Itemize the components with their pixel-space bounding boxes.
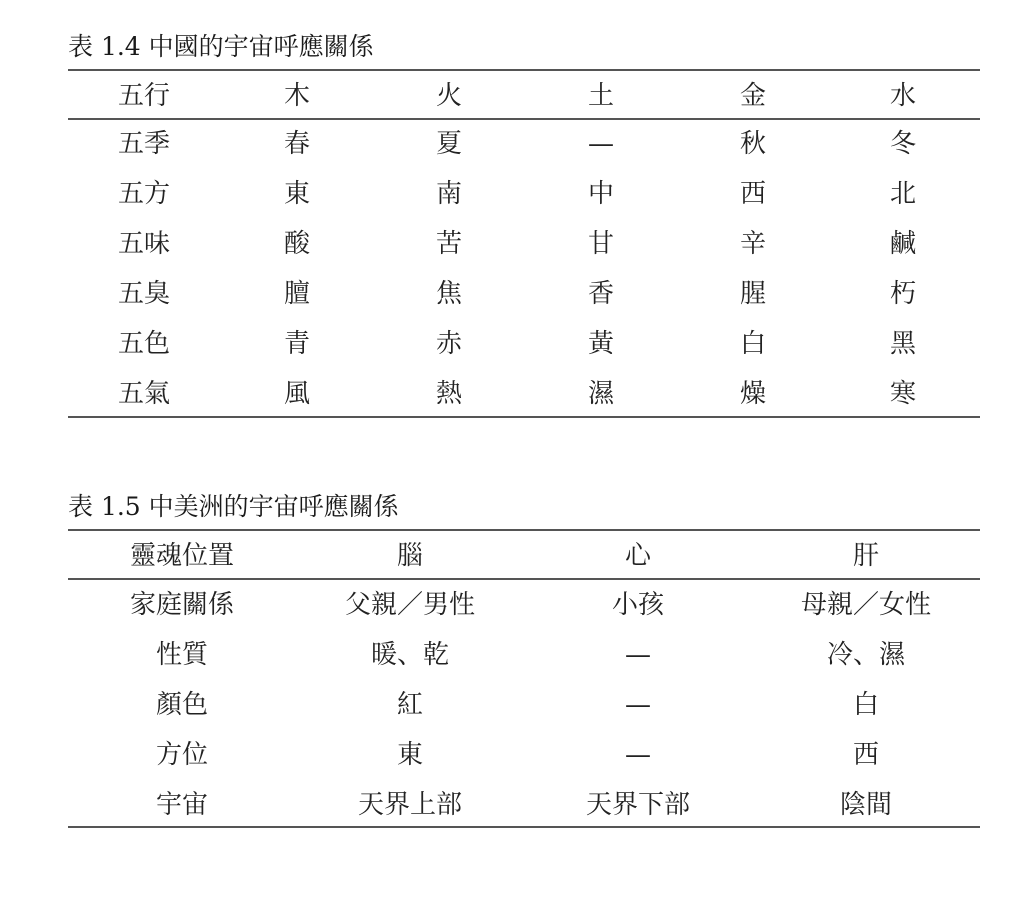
table-cell: 熱 [435, 379, 463, 409]
table-cell: 西 [739, 179, 767, 209]
header-cell: 火 [435, 81, 463, 111]
table-cell: — [625, 690, 651, 720]
table-1-4-top-rule [68, 69, 980, 71]
table-cell: 暖、乾 [370, 640, 450, 670]
row-label-cell: 五味 [117, 229, 171, 259]
table-cell: 東 [396, 740, 424, 770]
table-cell: 西 [852, 740, 880, 770]
header-cell: 水 [889, 81, 917, 111]
table-cell: 苦 [435, 229, 463, 259]
header-cell: 土 [587, 81, 615, 111]
table-cell: 焦 [435, 279, 463, 309]
table-cell: 東 [283, 179, 311, 209]
row-label-cell: 方位 [155, 740, 209, 770]
header-label-cell: 靈魂位置 [129, 541, 235, 571]
table-cell: 陰間 [839, 790, 893, 820]
table-cell: 甘 [587, 229, 615, 259]
table-cell: 膻 [283, 279, 311, 309]
row-label-cell: 五臭 [117, 279, 171, 309]
table-cell: 夏 [435, 129, 463, 159]
table-1-4-bottom-rule [68, 416, 980, 418]
table-cell: 腥 [739, 279, 767, 309]
header-label-cell: 五行 [117, 81, 171, 111]
table-cell: 鹹 [889, 229, 917, 259]
table-cell: — [588, 129, 614, 159]
table-cell: 冷、濕 [826, 640, 906, 670]
table-cell: 北 [889, 179, 917, 209]
table-1-4-header-rule [68, 118, 980, 120]
table-1-5-header-rule [68, 578, 980, 580]
table-1-4-caption: 表 1.4 中國的宇宙呼應關係 [68, 32, 374, 61]
row-label-cell: 五氣 [117, 379, 171, 409]
row-label-cell: 五色 [117, 329, 171, 359]
header-cell: 心 [624, 541, 652, 571]
table-1-5-caption: 表 1.5 中美洲的宇宙呼應關係 [68, 492, 399, 521]
table-cell: 朽 [889, 279, 917, 309]
table-cell: 母親／女性 [800, 590, 932, 620]
table-cell: 白 [739, 329, 767, 359]
table-cell: 香 [587, 279, 615, 309]
table-cell: 春 [283, 129, 311, 159]
table-1-5-bottom-rule [68, 826, 980, 828]
table-cell: 酸 [283, 229, 311, 259]
table-cell: 寒 [889, 379, 917, 409]
table-cell: 天界上部 [357, 790, 463, 820]
row-label-cell: 宇宙 [155, 790, 209, 820]
row-label-cell: 五季 [117, 129, 171, 159]
header-cell: 木 [283, 81, 311, 111]
table-cell: 南 [435, 179, 463, 209]
row-label-cell: 五方 [117, 179, 171, 209]
table-1-5-top-rule [68, 529, 980, 531]
row-label-cell: 家庭關係 [129, 590, 235, 620]
table-cell: 燥 [739, 379, 767, 409]
header-cell: 腦 [396, 541, 424, 571]
table-cell: 赤 [435, 329, 463, 359]
table-cell: — [625, 740, 651, 770]
table-cell: 風 [283, 379, 311, 409]
header-cell: 肝 [852, 541, 880, 571]
row-label-cell: 顏色 [155, 690, 209, 720]
table-cell: 秋 [739, 129, 767, 159]
table-cell: 黃 [587, 329, 615, 359]
table-cell: 父親／男性 [344, 590, 476, 620]
table-cell: 濕 [587, 379, 615, 409]
header-cell: 金 [739, 81, 767, 111]
table-cell: 白 [852, 690, 880, 720]
table-cell: 小孩 [611, 590, 665, 620]
table-cell: 中 [587, 179, 615, 209]
table-cell: 天界下部 [585, 790, 691, 820]
table-cell: 紅 [396, 690, 424, 720]
row-label-cell: 性質 [155, 640, 209, 670]
table-cell: 黑 [889, 329, 917, 359]
table-cell: 冬 [889, 129, 917, 159]
table-cell: 青 [283, 329, 311, 359]
table-cell: — [625, 640, 651, 670]
table-cell: 辛 [739, 229, 767, 259]
